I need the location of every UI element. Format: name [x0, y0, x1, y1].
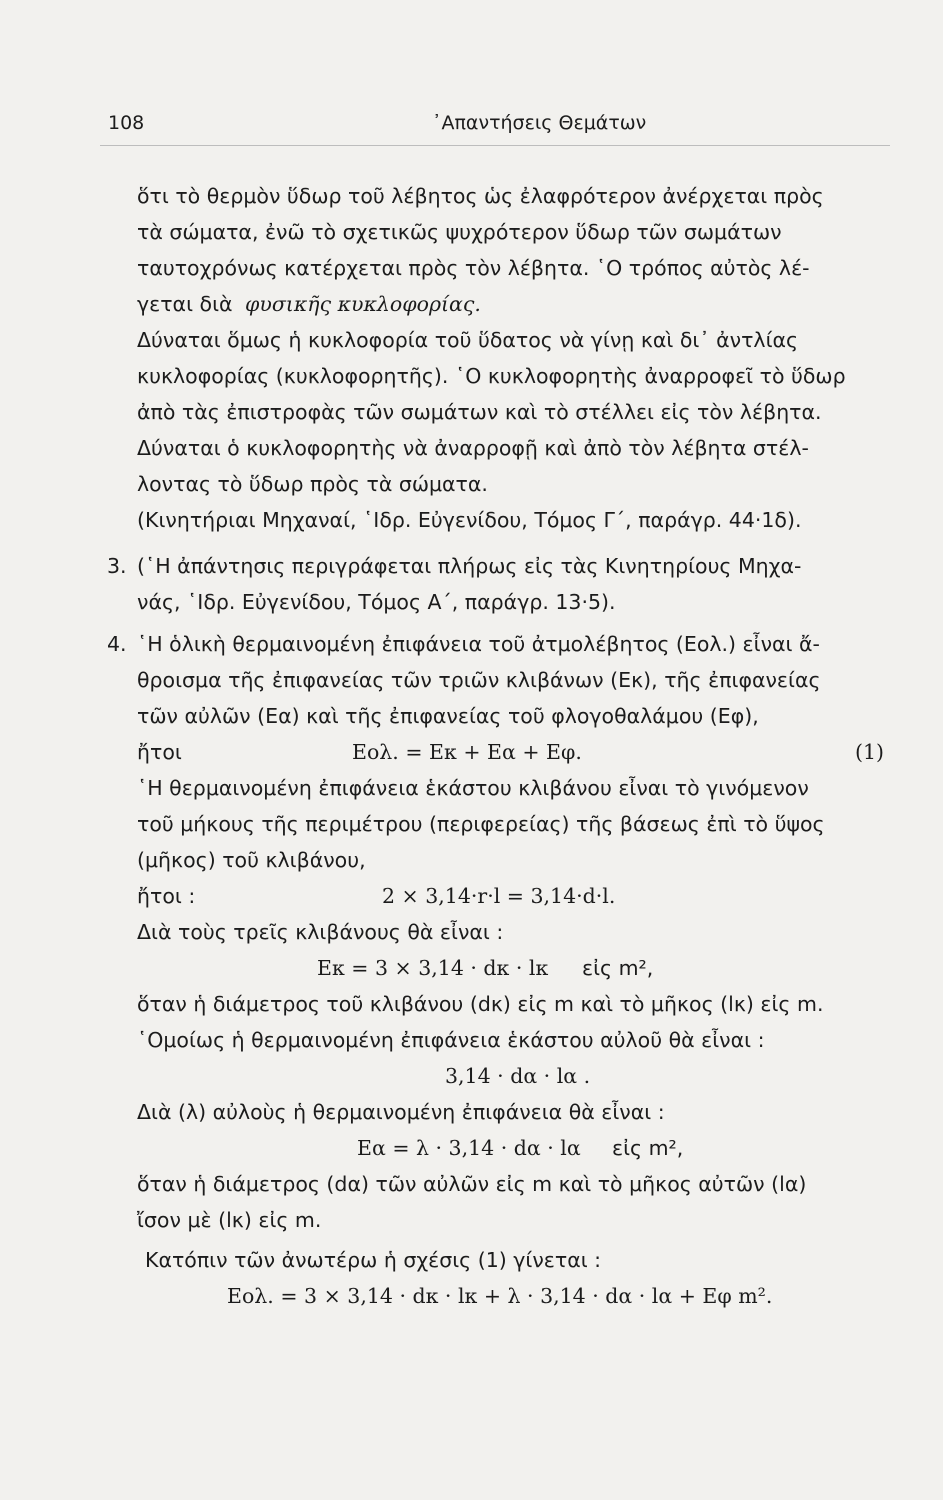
equation-number: (1): [855, 740, 885, 764]
text-line: ὅταν ἡ διάμετρος (dα) τῶν αὐλῶν εἰς m καὶ τὸ μῆκος αὐτῶν (lα): [137, 1172, 807, 1196]
header-rule: [100, 145, 890, 146]
text-line: θροισμα τῆς ἐπιφανείας τῶν τριῶν κλιβάνων (Εκ), τῆς ἐπιφανείας: [137, 668, 821, 692]
page-body: [107, 178, 937, 1314]
running-title: ᾿Απαντήσεις Θεμάτων: [432, 112, 647, 134]
text-line: Κατόπιν τῶν ἀνωτέρω ἡ σχέσις (1) γίνεται :: [145, 1248, 602, 1272]
item-number: 4.: [107, 632, 127, 656]
page-header: [100, 112, 890, 142]
text-line: 4. ῾Η ὁλικὴ θερμαινομένη ἐπιφάνεια τοῦ ἀτμολέβητος (Εολ.) εἶναι ἄ-: [137, 626, 937, 662]
equation: 3,14 · dα · lα .: [445, 1064, 591, 1088]
text-line: ταυτοχρόνως κατέρχεται πρὸς τὸν λέβητα. ῾Ο τρόπος αὐτὸς λέ-: [137, 256, 810, 280]
text-line: (Κινητήριαι Μηχαναί, ῾Ιδρ. Εὐγενίδου, Τόμος Γ΄, παράγρ. 44·1δ).: [137, 508, 802, 532]
equation-line: Εα = λ · 3,14 · dα · lα εἰς m²,: [137, 1130, 937, 1166]
text-line: ὅταν ἡ διάμετρος τοῦ κλιβάνου (dκ) εἰς m καὶ τὸ μῆκος (lκ) εἰς m.: [137, 992, 824, 1016]
equation: Εολ. = 3 × 3,14 · dκ · lκ + λ · 3,14 · dα · lα + Εφ m².: [227, 1284, 773, 1308]
equation-line: Εκ = 3 × 3,14 · dκ · lκ εἰς m²,: [137, 950, 937, 986]
item-number: 3.: [107, 554, 127, 578]
text-line: Διὰ (λ) αὐλοὺς ἡ θερμαινομένη ἐπιφάνεια θὰ εἶναι :: [137, 1100, 665, 1124]
text-line: ὅτι τὸ θερμὸν ὕδωρ τοῦ λέβητος ὡς ἐλαφρότερον ἀνέρχεται πρὸς: [137, 184, 824, 208]
equation-line: [137, 1058, 937, 1094]
text-line: ἀπὸ τὰς ἐπιστροφὰς τῶν σωμάτων καὶ τὸ στέλλει εἰς τὸν λέβητα.: [137, 400, 822, 424]
page-number: 108: [108, 112, 145, 134]
equation-line: ἤτοι Εολ. = Εκ + Εα + Εφ. (1): [137, 734, 937, 770]
italic-term: φυσικῆς κυκλοφορίας.: [245, 292, 481, 316]
equation-line: ἤτοι : 2 × 3,14·r·l = 3,14·d·l.: [137, 878, 937, 914]
equation: Εολ. = Εκ + Εα + Εφ.: [352, 740, 582, 764]
text-line: Δύναται ὅμως ἡ κυκλοφορία τοῦ ὕδατος νὰ γίνῃ καὶ δι᾿ ἀντλίας: [137, 328, 799, 352]
text-line: ἴσον μὲ (lκ) εἰς m.: [137, 1208, 322, 1232]
text-line: τοῦ μήκους τῆς περιμέτρου (περιφερείας) τῆς βάσεως ἐπὶ τὸ ὕψος: [137, 812, 825, 836]
text-line: ῾Η θερμαινομένη ἐπιφάνεια ἑκάστου κλιβάνου εἶναι τὸ γινόμενον: [137, 776, 809, 800]
text-line: 3. (῾Η ἀπάντησις περιγράφεται πλήρως εἰς τὰς Κινητηρίους Μηχα-: [137, 548, 937, 584]
text-line: τὰ σώματα, ἐνῶ τὸ σχετικῶς ψυχρότερον ὕδωρ τῶν σωμάτων: [137, 220, 782, 244]
equation-line: [137, 1278, 937, 1314]
text-line: Δύναται ὁ κυκλοφορητὴς νὰ ἀναρροφῇ καὶ ἀπὸ τὸν λέβητα στέλ-: [137, 436, 809, 460]
text-line: νάς, ῾Ιδρ. Εὐγενίδου, Τόμος Α΄, παράγρ. 13·5).: [137, 590, 616, 614]
text-line: κυκλοφορίας (κυκλοφορητῆς). ῾Ο κυκλοφορητὴς ἀναρροφεῖ τὸ ὕδωρ: [137, 364, 846, 388]
text-line: (μῆκος) τοῦ κλιβάνου,: [137, 848, 366, 872]
text-line: Διὰ τοὺς τρεῖς κλιβάνους θὰ εἶναι :: [137, 920, 504, 944]
equation: 2 × 3,14·r·l = 3,14·d·l.: [382, 884, 616, 908]
text-line: γεται διὰ φυσικῆς κυκλοφορίας.: [137, 286, 937, 322]
text-line: λοντας τὸ ὕδωρ πρὸς τὰ σώματα.: [137, 472, 488, 496]
equation: Εα = λ · 3,14 · dα · lα: [357, 1136, 581, 1160]
equation: Εκ = 3 × 3,14 · dκ · lκ: [317, 956, 549, 980]
text-line: τῶν αὐλῶν (Εα) καὶ τῆς ἐπιφανείας τοῦ φλογοθαλάμου (Εφ),: [137, 704, 759, 728]
text-line: ῾Ομοίως ἡ θερμαινομένη ἐπιφάνεια ἑκάστου αὐλοῦ θὰ εἶναι :: [137, 1028, 765, 1052]
